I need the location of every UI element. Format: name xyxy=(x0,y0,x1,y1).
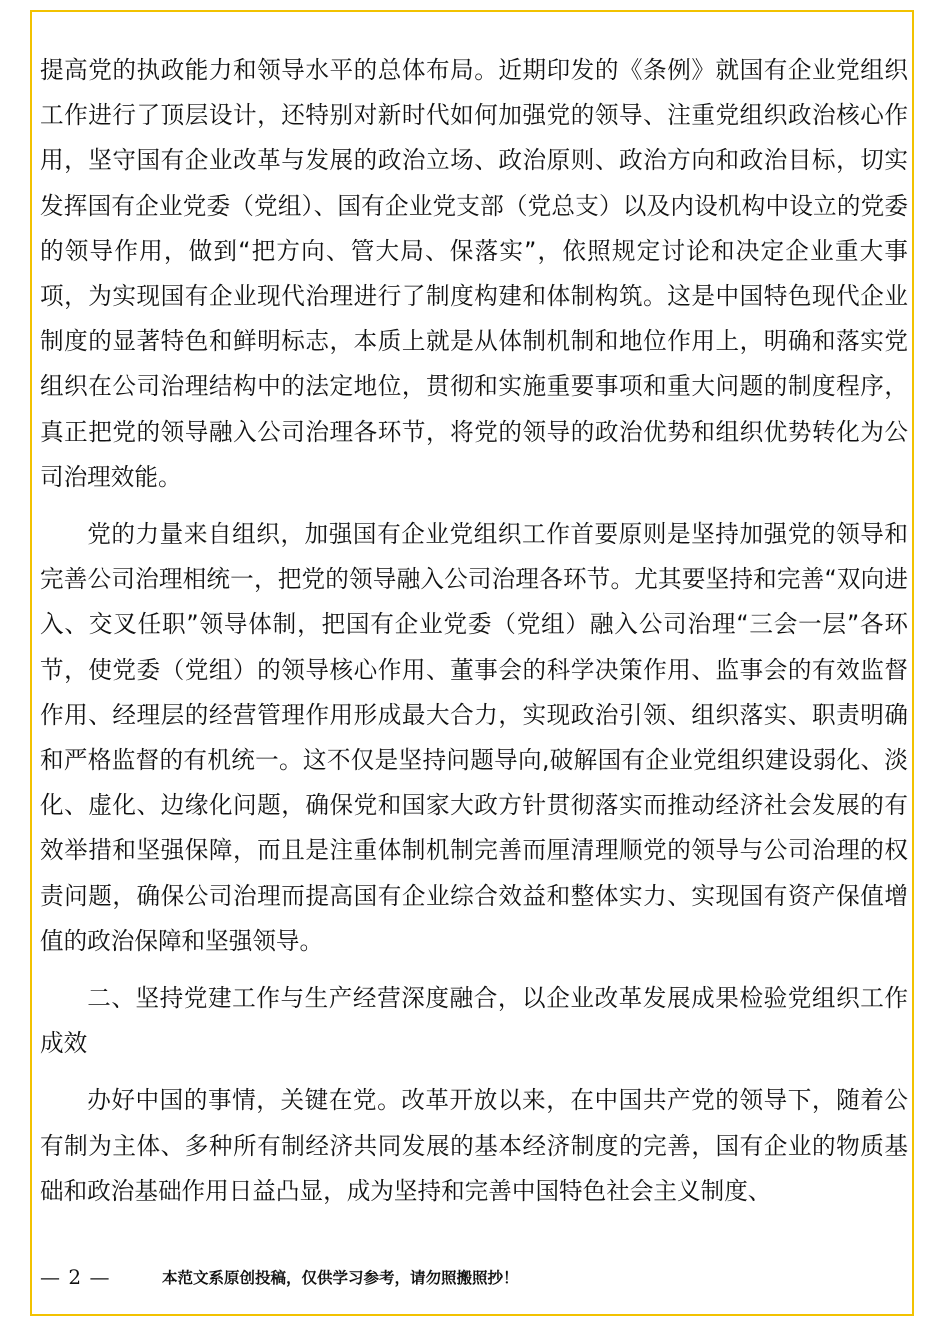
footer-disclaimer: 本范文系原创投稿，仅供学习参考，请勿照搬照抄！ xyxy=(162,1268,519,1287)
page-number: — 2 — xyxy=(40,1265,111,1289)
paragraph-3: 办好中国的事情，关键在党。改革开放以来，在中国共产党的领导下，随着公有制为主体、多种所有制经济共同发展的基本经济制度的完善，国有企业的物质基础和政治基础作用日益凸显，成为坚持和完善中国特色社会主义制度、 xyxy=(40,1086,908,1205)
paragraph-1: 提高党的执政能力和领导水平的总体布局。近期印发的《条例》就国有企业党组织工作进行了顶层设计，还特别对新时代如何加强党的领导、注重党组织政治核心作用，坚守国有企业改革与发展的政治立场、政治原则、政治方向和政治目标，切实发挥国有企业党委（党组）、国有企业党支部（党总支）以及内设机构中设立的党委的领导作用，做到“把方向、管大局、保落实”，依照规定讨论和决定企业重大事项，为实现国有企业现代治理进行了制度构建和体制构筑。这是中国特色现代企业制度的显著特色和鲜明标志，本质上就是从体制机制和地位作用上，明确和落实党组织在公司治理结构中的法定地位，贯彻和实施重要事项和重大问题的制度程序，真正把党的领导融入公司治理各环节，将党的领导的政治优势和组织优势转化为公司治理效能。 xyxy=(40,56,908,491)
page-footer xyxy=(40,1262,908,1292)
paragraph-2: 党的力量来自组织，加强国有企业党组织工作首要原则是坚持加强党的领导和完善公司治理相统一，把党的领导融入公司治理各环节。尤其要坚持和完善“双向进入、交叉任职”领导体制，把国有企业党委（党组）融入公司治理“三会一层”各环节，使党委（党组）的领导核心作用、董事会的科学决策作用、监事会的有效监督作用、经理层的经营管理作用形成最大合力，实现政治引领、组织落实、职责明确和严格监督的有机统一。这不仅是坚持问题导向,破解国有企业党组织建设弱化、淡化、虚化、边缘化问题，确保党和国家大政方针贯彻落实而推动经济社会发展的有效举措和坚强保障，而且是注重体制机制完善而厘清理顺党的领导与公司治理的权责问题，确保公司治理而提高国有企业综合效益和整体实力、实现国有资产保值增值的政治保障和坚强领导。 xyxy=(40,520,908,955)
section-heading-2: 二、坚持党建工作与生产经营深度融合，以企业改革发展成果检验党组织工作成效 xyxy=(40,984,908,1058)
document-body xyxy=(40,48,908,1214)
